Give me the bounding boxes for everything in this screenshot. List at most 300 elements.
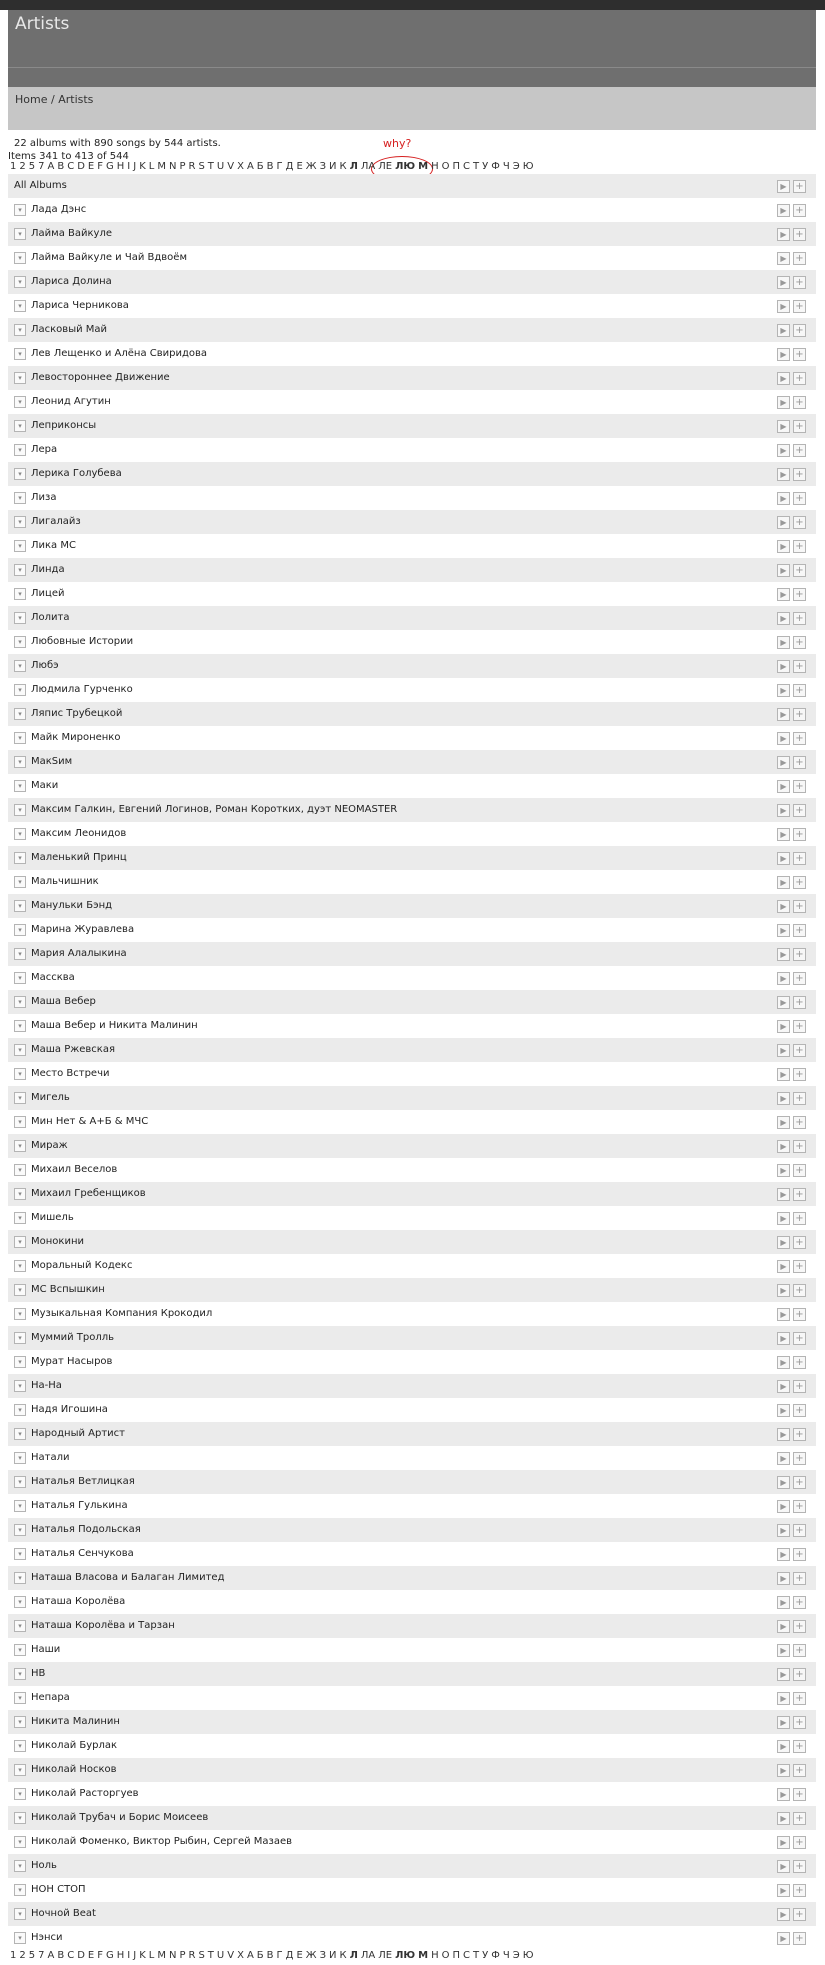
chevron-down-icon[interactable]: ▾ xyxy=(14,1332,26,1344)
artist-name[interactable]: Мираж xyxy=(31,1140,68,1151)
letter-link[interactable]: J xyxy=(133,161,137,172)
plus-icon[interactable]: + xyxy=(793,1788,806,1801)
play-icon[interactable]: ▶ xyxy=(777,756,790,769)
plus-icon[interactable]: + xyxy=(793,1284,806,1297)
plus-icon[interactable]: + xyxy=(793,924,806,937)
play-icon[interactable]: ▶ xyxy=(777,1356,790,1369)
play-icon[interactable]: ▶ xyxy=(777,300,790,313)
play-icon[interactable]: ▶ xyxy=(777,348,790,361)
plus-icon[interactable]: + xyxy=(793,468,806,481)
plus-icon[interactable]: + xyxy=(793,1428,806,1441)
artist-name[interactable]: Леприконсы xyxy=(31,420,97,431)
play-icon[interactable]: ▶ xyxy=(777,1692,790,1705)
play-icon[interactable]: ▶ xyxy=(777,420,790,433)
letter-link[interactable]: 2 xyxy=(19,161,26,172)
letter-link[interactable]: М xyxy=(418,161,429,172)
artist-name[interactable]: НВ xyxy=(31,1668,46,1679)
letter-link[interactable]: H xyxy=(116,1950,125,1961)
letter-link[interactable]: 7 xyxy=(38,1950,45,1961)
artist-name[interactable]: Майк Мироненко xyxy=(31,732,121,743)
letter-link[interactable]: ЛА xyxy=(360,1950,376,1961)
artist-name[interactable]: Маки xyxy=(31,780,59,791)
artist-name[interactable]: Ласковый Май xyxy=(31,324,108,335)
artist-name[interactable]: Наташа Власова и Балаган Лимитед xyxy=(31,1572,225,1583)
letter-link[interactable]: Б xyxy=(256,161,264,172)
plus-icon[interactable]: + xyxy=(793,1212,806,1225)
letter-link[interactable]: И xyxy=(328,1950,337,1961)
letter-link[interactable]: Ж xyxy=(305,161,317,172)
artist-name[interactable]: Надя Игошина xyxy=(31,1404,108,1415)
chevron-down-icon[interactable]: ▾ xyxy=(14,684,26,696)
play-icon[interactable]: ▶ xyxy=(777,1932,790,1945)
play-icon[interactable]: ▶ xyxy=(777,804,790,817)
plus-icon[interactable]: + xyxy=(793,1716,806,1729)
play-icon[interactable]: ▶ xyxy=(777,1044,790,1057)
plus-icon[interactable]: + xyxy=(793,1380,806,1393)
chevron-down-icon[interactable]: ▾ xyxy=(14,1668,26,1680)
letter-link[interactable]: K xyxy=(139,1950,146,1961)
letter-link[interactable]: В xyxy=(266,161,274,172)
chevron-down-icon[interactable]: ▾ xyxy=(14,660,26,672)
letter-link[interactable]: К xyxy=(339,161,347,172)
chevron-down-icon[interactable]: ▾ xyxy=(14,396,26,408)
plus-icon[interactable]: + xyxy=(793,1932,806,1945)
artist-name[interactable]: Маша Вебер и Никита Малинин xyxy=(31,1020,198,1031)
plus-icon[interactable]: + xyxy=(793,492,806,505)
play-icon[interactable]: ▶ xyxy=(777,852,790,865)
play-icon[interactable]: ▶ xyxy=(777,1644,790,1657)
chevron-down-icon[interactable]: ▾ xyxy=(14,1380,26,1392)
play-icon[interactable]: ▶ xyxy=(777,1452,790,1465)
artist-name[interactable]: Мальчишник xyxy=(31,876,99,887)
letter-link[interactable]: У xyxy=(482,1950,489,1961)
all-albums-label[interactable]: All Albums xyxy=(14,180,67,191)
play-icon[interactable]: ▶ xyxy=(777,1020,790,1033)
plus-icon[interactable]: + xyxy=(793,228,806,241)
chevron-down-icon[interactable]: ▾ xyxy=(14,708,26,720)
chevron-down-icon[interactable]: ▾ xyxy=(14,1860,26,1872)
letter-link[interactable]: Ф xyxy=(491,161,500,172)
letter-link[interactable]: З xyxy=(319,161,326,172)
artist-name[interactable]: Лицей xyxy=(31,588,65,599)
artist-name[interactable]: Лера xyxy=(31,444,58,455)
artist-name[interactable]: Муммий Тролль xyxy=(31,1332,115,1343)
letter-link[interactable]: B xyxy=(57,161,65,172)
plus-icon[interactable]: + xyxy=(793,660,806,673)
chevron-down-icon[interactable]: ▾ xyxy=(14,1836,26,1848)
play-icon[interactable]: ▶ xyxy=(777,1764,790,1777)
chevron-down-icon[interactable]: ▾ xyxy=(14,1428,26,1440)
plus-icon[interactable]: + xyxy=(793,1164,806,1177)
chevron-down-icon[interactable]: ▾ xyxy=(14,1548,26,1560)
play-icon[interactable]: ▶ xyxy=(777,540,790,553)
letter-link[interactable]: Э xyxy=(512,1950,520,1961)
chevron-down-icon[interactable]: ▾ xyxy=(14,948,26,960)
play-icon[interactable]: ▶ xyxy=(777,492,790,505)
play-icon[interactable]: ▶ xyxy=(777,612,790,625)
play-icon[interactable]: ▶ xyxy=(777,1188,790,1201)
artist-name[interactable]: Лайма Вайкуле xyxy=(31,228,112,239)
artist-name[interactable]: Мин Нет & А+Б & МЧС xyxy=(31,1116,149,1127)
plus-icon[interactable]: + xyxy=(793,1812,806,1825)
artist-name[interactable]: Максим Леонидов xyxy=(31,828,127,839)
letter-link[interactable]: ЛЮ xyxy=(395,1950,416,1961)
letter-link[interactable]: А xyxy=(246,161,254,172)
plus-icon[interactable]: + xyxy=(793,276,806,289)
letter-link[interactable]: Л xyxy=(349,1950,358,1961)
play-icon[interactable]: ▶ xyxy=(777,468,790,481)
letter-link[interactable]: H xyxy=(116,161,125,172)
chevron-down-icon[interactable]: ▾ xyxy=(14,1596,26,1608)
letter-link[interactable]: Ж xyxy=(305,1950,317,1961)
letter-link[interactable]: 7 xyxy=(38,161,45,172)
chevron-down-icon[interactable]: ▾ xyxy=(14,564,26,576)
artist-name[interactable]: Марина Журавлева xyxy=(31,924,135,935)
plus-icon[interactable]: + xyxy=(793,420,806,433)
chevron-down-icon[interactable]: ▾ xyxy=(14,1116,26,1128)
play-icon[interactable]: ▶ xyxy=(777,1212,790,1225)
letter-link[interactable]: A xyxy=(47,1950,55,1961)
chevron-down-icon[interactable]: ▾ xyxy=(14,1140,26,1152)
artist-name[interactable]: Ночной Beat xyxy=(31,1908,96,1919)
play-icon[interactable]: ▶ xyxy=(777,1428,790,1441)
chevron-down-icon[interactable]: ▾ xyxy=(14,1164,26,1176)
letter-link[interactable]: L xyxy=(148,1950,155,1961)
play-icon[interactable]: ▶ xyxy=(777,1284,790,1297)
chevron-down-icon[interactable]: ▾ xyxy=(14,1812,26,1824)
plus-icon[interactable]: + xyxy=(793,876,806,889)
play-icon[interactable]: ▶ xyxy=(777,1572,790,1585)
chevron-down-icon[interactable]: ▾ xyxy=(14,276,26,288)
letter-link[interactable]: Ч xyxy=(502,1950,510,1961)
plus-icon[interactable]: + xyxy=(793,1308,806,1321)
chevron-down-icon[interactable]: ▾ xyxy=(14,1524,26,1536)
artist-name[interactable]: Николай Фоменко, Виктор Рыбин, Сергей Мазаев xyxy=(31,1836,293,1847)
plus-icon[interactable]: + xyxy=(793,996,806,1009)
letter-link[interactable]: X xyxy=(237,161,244,172)
letter-link[interactable]: G xyxy=(106,161,114,172)
artist-name[interactable]: Наталья Подольская xyxy=(31,1524,141,1535)
artist-name[interactable]: Манульки Бэнд xyxy=(31,900,113,911)
letter-link[interactable]: Е xyxy=(296,161,303,172)
letter-link[interactable]: F xyxy=(97,1950,103,1961)
play-icon[interactable]: ▶ xyxy=(777,660,790,673)
plus-icon[interactable]: + xyxy=(793,780,806,793)
letter-link[interactable]: I xyxy=(127,1950,131,1961)
artist-name[interactable]: Ноль xyxy=(31,1860,57,1871)
artist-name[interactable]: Непара xyxy=(31,1692,70,1703)
artist-name[interactable]: Мишель xyxy=(31,1212,74,1223)
letter-link[interactable]: А xyxy=(246,1950,254,1961)
letter-link[interactable]: N xyxy=(168,1950,177,1961)
play-icon[interactable]: ▶ xyxy=(777,564,790,577)
letter-link[interactable]: E xyxy=(87,1950,95,1961)
chevron-down-icon[interactable]: ▾ xyxy=(14,804,26,816)
plus-icon[interactable]: + xyxy=(793,516,806,529)
play-icon[interactable]: ▶ xyxy=(777,948,790,961)
play-icon[interactable]: ▶ xyxy=(777,1884,790,1897)
play-icon[interactable]: ▶ xyxy=(777,516,790,529)
plus-icon[interactable]: + xyxy=(793,1620,806,1633)
chevron-down-icon[interactable]: ▾ xyxy=(14,1044,26,1056)
plus-icon[interactable]: + xyxy=(793,1476,806,1489)
letter-link[interactable]: C xyxy=(67,1950,75,1961)
plus-icon[interactable]: + xyxy=(793,204,806,217)
artist-name[interactable]: Музыкальная Компания Крокодил xyxy=(31,1308,213,1319)
artist-name[interactable]: Николай Трубач и Борис Моисеев xyxy=(31,1812,209,1823)
chevron-down-icon[interactable]: ▾ xyxy=(14,1404,26,1416)
artist-name[interactable]: Мигель xyxy=(31,1092,70,1103)
artist-name[interactable]: Людмила Гурченко xyxy=(31,684,133,695)
plus-icon[interactable]: + xyxy=(793,1236,806,1249)
artist-name[interactable]: Лика МС xyxy=(31,540,76,551)
chevron-down-icon[interactable]: ▾ xyxy=(14,1092,26,1104)
letter-link[interactable]: П xyxy=(452,161,461,172)
letter-link[interactable]: П xyxy=(452,1950,461,1961)
artist-name[interactable]: Нэнси xyxy=(31,1932,63,1943)
chevron-down-icon[interactable]: ▾ xyxy=(14,1644,26,1656)
letter-link[interactable]: Г xyxy=(276,1950,283,1961)
chevron-down-icon[interactable]: ▾ xyxy=(14,972,26,984)
letter-link[interactable]: 2 xyxy=(19,1950,26,1961)
letter-link[interactable]: О xyxy=(441,1950,450,1961)
letter-link[interactable]: G xyxy=(106,1950,114,1961)
artist-name[interactable]: Наталья Гулькина xyxy=(31,1500,128,1511)
artist-name[interactable]: Массква xyxy=(31,972,75,983)
artist-name[interactable]: Любовные Истории xyxy=(31,636,134,647)
chevron-down-icon[interactable]: ▾ xyxy=(14,1020,26,1032)
play-icon[interactable]: ▶ xyxy=(777,708,790,721)
plus-icon[interactable]: + xyxy=(793,1188,806,1201)
chevron-down-icon[interactable]: ▾ xyxy=(14,612,26,624)
play-icon[interactable]: ▶ xyxy=(777,1260,790,1273)
play-icon[interactable]: ▶ xyxy=(777,204,790,217)
chevron-down-icon[interactable]: ▾ xyxy=(14,780,26,792)
chevron-down-icon[interactable]: ▾ xyxy=(14,228,26,240)
play-icon[interactable]: ▶ xyxy=(777,1524,790,1537)
chevron-down-icon[interactable]: ▾ xyxy=(14,1188,26,1200)
plus-icon[interactable]: + xyxy=(793,828,806,841)
chevron-down-icon[interactable]: ▾ xyxy=(14,1212,26,1224)
play-icon[interactable]: ▶ xyxy=(777,372,790,385)
plus-icon[interactable]: + xyxy=(793,1452,806,1465)
play-icon[interactable]: ▶ xyxy=(777,1236,790,1249)
letter-link[interactable]: 5 xyxy=(28,1950,36,1961)
artist-name[interactable]: Наташа Королёва и Тарзан xyxy=(31,1620,175,1631)
chevron-down-icon[interactable]: ▾ xyxy=(14,1308,26,1320)
letter-link[interactable]: 5 xyxy=(28,161,36,172)
artist-name[interactable]: Любэ xyxy=(31,660,59,671)
letter-link[interactable]: 1 xyxy=(10,1950,17,1961)
play-icon[interactable]: ▶ xyxy=(777,252,790,265)
chevron-down-icon[interactable]: ▾ xyxy=(14,1572,26,1584)
letter-link[interactable]: A xyxy=(47,161,55,172)
plus-icon[interactable]: + xyxy=(793,1908,806,1921)
plus-icon[interactable]: + xyxy=(793,1740,806,1753)
chevron-down-icon[interactable]: ▾ xyxy=(14,1356,26,1368)
plus-icon[interactable]: + xyxy=(793,756,806,769)
chevron-down-icon[interactable]: ▾ xyxy=(14,468,26,480)
artist-name[interactable]: Лев Лещенко и Алёна Свиридова xyxy=(31,348,208,359)
chevron-down-icon[interactable]: ▾ xyxy=(14,516,26,528)
artist-name[interactable]: Лерика Голубева xyxy=(31,468,122,479)
chevron-down-icon[interactable]: ▾ xyxy=(14,828,26,840)
plus-icon[interactable]: + xyxy=(793,1140,806,1153)
play-icon[interactable]: ▶ xyxy=(777,1812,790,1825)
chevron-down-icon[interactable]: ▾ xyxy=(14,204,26,216)
plus-icon[interactable]: + xyxy=(793,348,806,361)
artist-name[interactable]: МС Вспышкин xyxy=(31,1284,105,1295)
chevron-down-icon[interactable]: ▾ xyxy=(14,732,26,744)
plus-icon[interactable]: + xyxy=(793,252,806,265)
play-icon[interactable]: ▶ xyxy=(777,228,790,241)
letter-link[interactable]: Ю xyxy=(522,1950,534,1961)
artist-name[interactable]: НОН СТОП xyxy=(31,1884,86,1895)
plus-icon[interactable]: + xyxy=(793,588,806,601)
plus-icon[interactable]: + xyxy=(793,396,806,409)
plus-icon[interactable]: + xyxy=(793,1524,806,1537)
artist-name[interactable]: Максим Галкин, Евгений Логинов, Роман Коротких, дуэт NEOMASTER xyxy=(31,804,398,815)
artist-name[interactable]: На-На xyxy=(31,1380,62,1391)
plus-icon[interactable]: + xyxy=(793,1764,806,1777)
artist-name[interactable]: Линда xyxy=(31,564,65,575)
chevron-down-icon[interactable]: ▾ xyxy=(14,1692,26,1704)
artist-name[interactable]: Мария Алалыкина xyxy=(31,948,127,959)
chevron-down-icon[interactable]: ▾ xyxy=(14,1716,26,1728)
chevron-down-icon[interactable]: ▾ xyxy=(14,996,26,1008)
chevron-down-icon[interactable]: ▾ xyxy=(14,444,26,456)
play-icon[interactable]: ▶ xyxy=(777,900,790,913)
chevron-down-icon[interactable]: ▾ xyxy=(14,1932,26,1944)
play-icon[interactable]: ▶ xyxy=(777,1548,790,1561)
letter-link[interactable]: E xyxy=(87,161,95,172)
artist-name[interactable]: Маленький Принц xyxy=(31,852,127,863)
plus-icon[interactable]: + xyxy=(793,324,806,337)
artist-name[interactable]: Маша Ржевская xyxy=(31,1044,115,1055)
plus-icon[interactable]: + xyxy=(793,300,806,313)
letter-link[interactable]: R xyxy=(188,161,196,172)
letter-link[interactable]: C xyxy=(67,161,75,172)
artist-name[interactable]: Наши xyxy=(31,1644,61,1655)
letter-link[interactable]: Н xyxy=(431,1950,439,1961)
letter-link[interactable]: З xyxy=(319,1950,326,1961)
letter-link[interactable]: ЛЕ xyxy=(378,1950,393,1961)
plus-icon[interactable]: + xyxy=(793,180,806,193)
letter-link[interactable]: M xyxy=(157,161,166,172)
artist-name[interactable]: Николай Расторгуев xyxy=(31,1788,139,1799)
letter-link[interactable]: T xyxy=(207,161,214,172)
plus-icon[interactable]: + xyxy=(793,732,806,745)
artist-name[interactable]: Левостороннее Движение xyxy=(31,372,170,383)
play-icon[interactable]: ▶ xyxy=(777,1164,790,1177)
play-icon[interactable]: ▶ xyxy=(777,732,790,745)
play-icon[interactable]: ▶ xyxy=(777,396,790,409)
chevron-down-icon[interactable]: ▾ xyxy=(14,1452,26,1464)
plus-icon[interactable]: + xyxy=(793,1068,806,1081)
play-icon[interactable]: ▶ xyxy=(777,1308,790,1321)
play-icon[interactable]: ▶ xyxy=(777,1740,790,1753)
play-icon[interactable]: ▶ xyxy=(777,276,790,289)
letter-link[interactable]: T xyxy=(207,1950,214,1961)
plus-icon[interactable]: + xyxy=(793,1020,806,1033)
plus-icon[interactable]: + xyxy=(793,1404,806,1417)
plus-icon[interactable]: + xyxy=(793,948,806,961)
play-icon[interactable]: ▶ xyxy=(777,1716,790,1729)
letter-link[interactable]: S xyxy=(198,1950,205,1961)
plus-icon[interactable]: + xyxy=(793,1668,806,1681)
chevron-down-icon[interactable]: ▾ xyxy=(14,540,26,552)
chevron-down-icon[interactable]: ▾ xyxy=(14,900,26,912)
play-icon[interactable]: ▶ xyxy=(777,1668,790,1681)
artist-name[interactable]: Натали xyxy=(31,1452,70,1463)
letter-link[interactable]: M xyxy=(157,1950,166,1961)
plus-icon[interactable]: + xyxy=(793,1884,806,1897)
play-icon[interactable]: ▶ xyxy=(777,588,790,601)
play-icon[interactable]: ▶ xyxy=(777,1380,790,1393)
play-icon[interactable]: ▶ xyxy=(777,1332,790,1345)
play-icon[interactable]: ▶ xyxy=(777,180,790,193)
plus-icon[interactable]: + xyxy=(793,1500,806,1513)
chevron-down-icon[interactable]: ▾ xyxy=(14,924,26,936)
play-icon[interactable]: ▶ xyxy=(777,1476,790,1489)
letter-link[interactable]: Л xyxy=(349,161,358,172)
artist-name[interactable]: Николай Бурлак xyxy=(31,1740,118,1751)
chevron-down-icon[interactable]: ▾ xyxy=(14,756,26,768)
letter-link[interactable]: I xyxy=(127,161,131,172)
letter-link[interactable]: L xyxy=(148,161,155,172)
plus-icon[interactable]: + xyxy=(793,804,806,817)
letter-link[interactable]: N xyxy=(168,161,177,172)
letter-link[interactable]: X xyxy=(237,1950,244,1961)
plus-icon[interactable]: + xyxy=(793,564,806,577)
artist-name[interactable]: Николай Носков xyxy=(31,1764,117,1775)
artist-name[interactable]: Лайма Вайкуле и Чай Вдвоём xyxy=(31,252,187,263)
plus-icon[interactable]: + xyxy=(793,636,806,649)
chevron-down-icon[interactable]: ▾ xyxy=(14,252,26,264)
chevron-down-icon[interactable]: ▾ xyxy=(14,1500,26,1512)
plus-icon[interactable]: + xyxy=(793,972,806,985)
plus-icon[interactable]: + xyxy=(793,1260,806,1273)
artist-name[interactable]: Лариса Черникова xyxy=(31,300,129,311)
artist-name[interactable]: Наташа Королёва xyxy=(31,1596,126,1607)
letter-link[interactable]: F xyxy=(97,161,103,172)
letter-link[interactable]: ЛЕ xyxy=(378,161,393,172)
chevron-down-icon[interactable]: ▾ xyxy=(14,1284,26,1296)
letter-link[interactable]: И xyxy=(328,161,337,172)
artist-name[interactable]: Моральный Кодекс xyxy=(31,1260,133,1271)
artist-name[interactable]: Лолита xyxy=(31,612,70,623)
artist-name[interactable]: Лада Дэнс xyxy=(31,204,87,215)
chevron-down-icon[interactable]: ▾ xyxy=(14,1260,26,1272)
letter-link[interactable]: P xyxy=(179,1950,186,1961)
chevron-down-icon[interactable]: ▾ xyxy=(14,1476,26,1488)
play-icon[interactable]: ▶ xyxy=(777,1860,790,1873)
artist-name[interactable]: Наталья Ветлицкая xyxy=(31,1476,135,1487)
artist-name[interactable]: Народный Артист xyxy=(31,1428,125,1439)
artist-name[interactable]: Место Встречи xyxy=(31,1068,110,1079)
letter-link[interactable]: Д xyxy=(285,161,294,172)
chevron-down-icon[interactable]: ▾ xyxy=(14,1884,26,1896)
play-icon[interactable]: ▶ xyxy=(777,780,790,793)
letter-link[interactable]: У xyxy=(482,161,489,172)
artist-name[interactable]: МакSим xyxy=(31,756,73,767)
letter-link[interactable]: 1 xyxy=(10,161,17,172)
letter-link[interactable]: J xyxy=(133,1950,137,1961)
plus-icon[interactable]: + xyxy=(793,1596,806,1609)
artist-name[interactable]: Леонид Агутин xyxy=(31,396,111,407)
letter-link[interactable]: Ч xyxy=(502,161,510,172)
chevron-down-icon[interactable]: ▾ xyxy=(14,300,26,312)
